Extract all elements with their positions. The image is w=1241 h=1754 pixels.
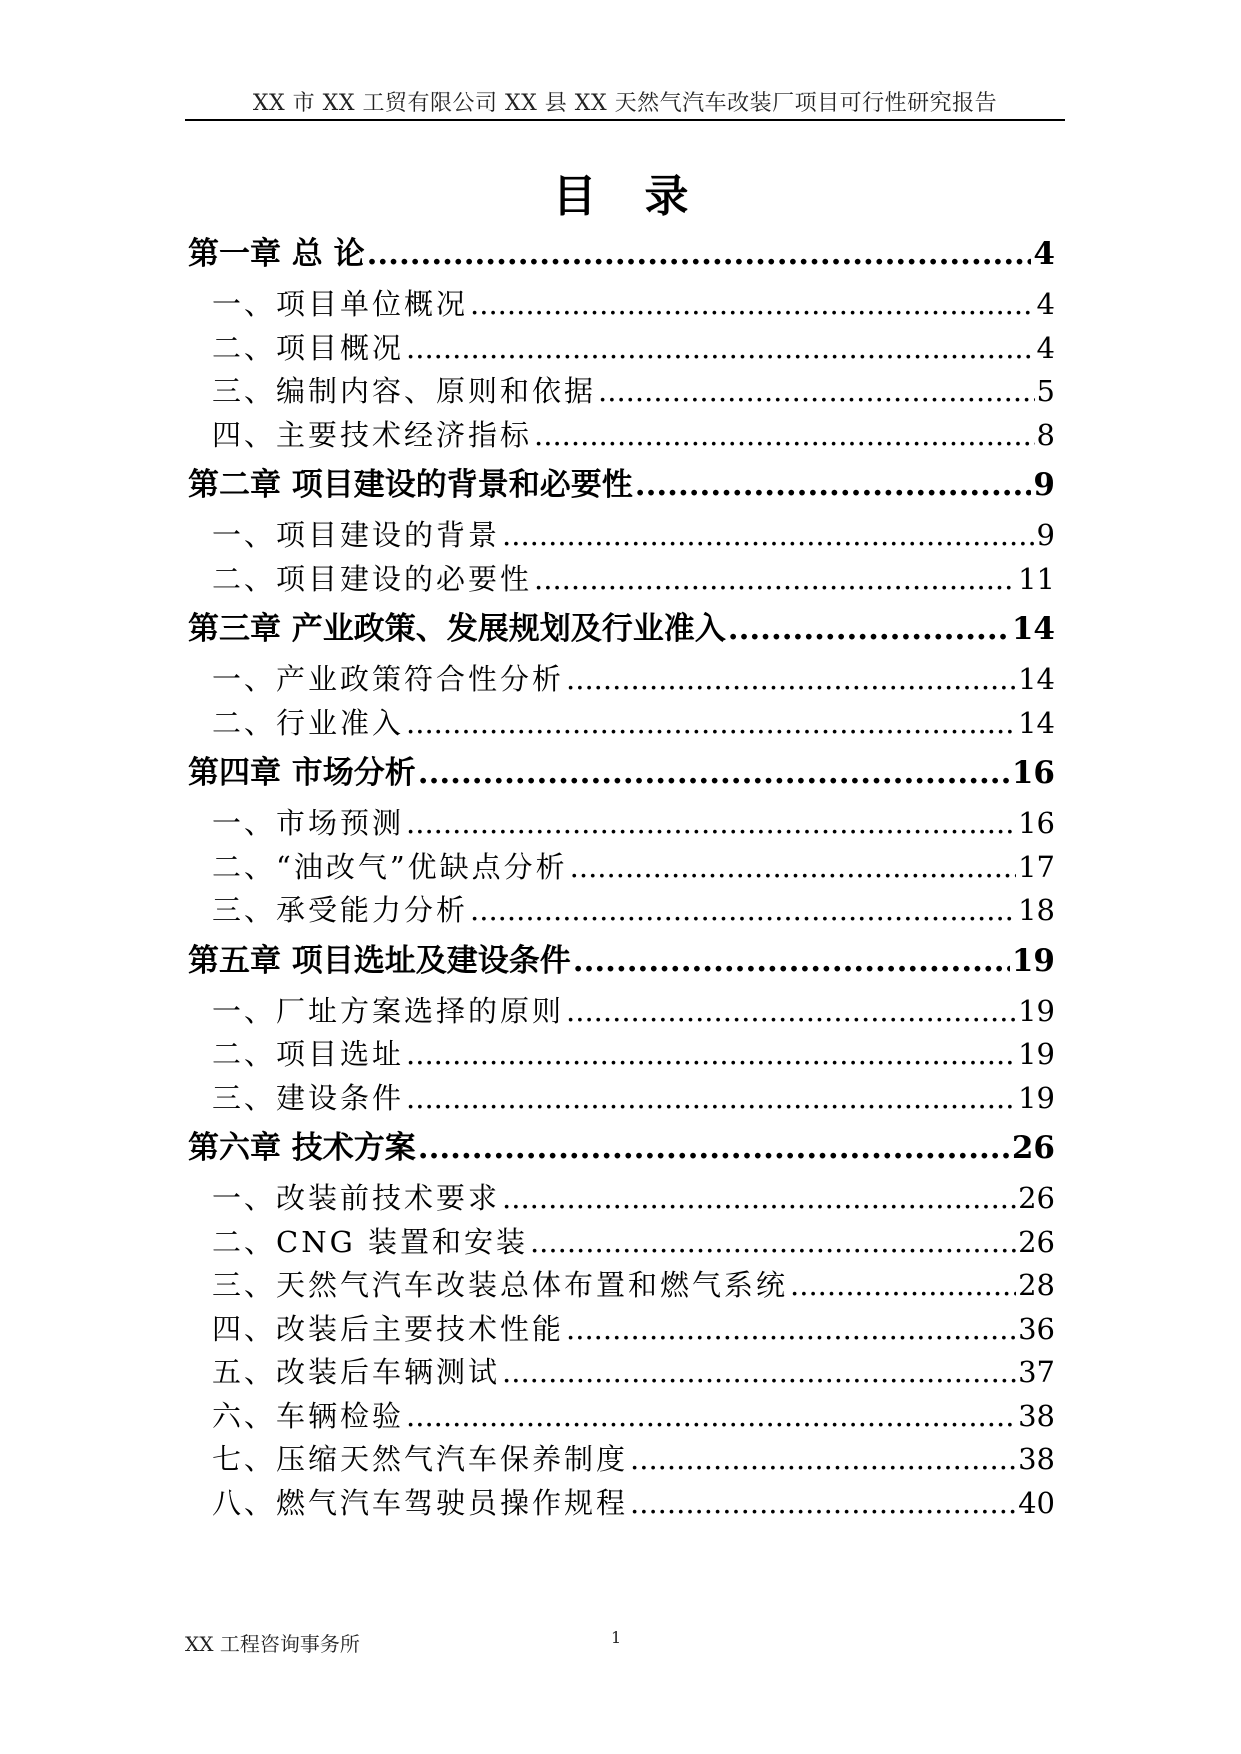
- toc-entry-page: 26: [1011, 1130, 1055, 1166]
- toc-entry-page: 26: [1018, 1224, 1055, 1259]
- toc-entry-text: 二、项目概况: [212, 330, 405, 365]
- toc-section-entry[interactable]: [188, 889, 1055, 933]
- toc-entry-text: 二、行业准入: [212, 705, 405, 740]
- toc-entry-text: 一、项目建设的背景: [212, 518, 501, 552]
- toc-leader-dots: [566, 1308, 1016, 1352]
- toc-entry-page: 26: [1018, 1181, 1055, 1215]
- toc-entry-text: 第五章 项目选址及建设条件: [188, 942, 571, 979]
- toc-chapter-entry[interactable]: [188, 1120, 1055, 1177]
- toc-section-entry[interactable]: [188, 1177, 1055, 1221]
- toc-entry-page: 19: [1011, 942, 1055, 979]
- toc-section-entry[interactable]: [188, 658, 1055, 702]
- toc-section-entry[interactable]: [188, 1395, 1055, 1439]
- toc-entry-page: 11: [1018, 561, 1055, 596]
- toc-section-entry[interactable]: [188, 1351, 1055, 1395]
- toc-entry-page: 16: [1011, 755, 1055, 791]
- toc-section-entry[interactable]: [188, 514, 1055, 558]
- toc-section-entry[interactable]: [188, 702, 1055, 746]
- toc-entry-text: 四、改装后主要技术性能: [212, 1311, 565, 1346]
- toc-section-entry[interactable]: [188, 846, 1055, 890]
- toc-entry-text: 一、市场预测: [212, 806, 405, 840]
- toc-leader-dots: [406, 327, 1035, 371]
- toc-entry-page: 9: [1033, 467, 1055, 503]
- toc-entry-page: 28: [1018, 1268, 1055, 1302]
- toc-entry-text: 三、建设条件: [212, 1080, 405, 1115]
- toc-leader-dots: [406, 1395, 1016, 1439]
- toc-entry-text: 第四章 市场分析: [188, 755, 416, 791]
- toc-leader-dots: [470, 889, 1016, 933]
- toc-leader-dots: [566, 658, 1016, 702]
- toc-entry-page: 19: [1018, 1080, 1055, 1115]
- toc-leader-dots: [470, 283, 1035, 327]
- toc-leader-dots: [406, 702, 1016, 746]
- toc-leader-dots: [630, 1482, 1016, 1526]
- toc-entry-text: 二、“油改气”优缺点分析: [212, 849, 568, 884]
- toc-entry-page: 4: [1036, 287, 1055, 321]
- toc-title: [0, 160, 1241, 224]
- toc-entry-text: 八、燃气汽车驾驶员操作规程: [212, 1485, 629, 1520]
- toc-entry-page: 9: [1036, 518, 1055, 552]
- toc-entry-text: 二、项目建设的必要性: [212, 561, 533, 596]
- toc-leader-dots: [502, 1351, 1016, 1395]
- footer-company: XX 工程咨询事务所: [185, 1632, 360, 1656]
- toc-entry-text: 一、产业政策符合性分析: [212, 662, 565, 696]
- toc-section-entry[interactable]: [188, 802, 1055, 846]
- toc-entry-page: 14: [1018, 705, 1055, 740]
- toc-entry-page: 8: [1036, 417, 1055, 452]
- toc-entry-text: 三、编制内容、原则和依据: [212, 374, 597, 408]
- toc-entry-text: 六、车辆检验: [212, 1398, 405, 1433]
- toc-title-text: 目录: [552, 171, 737, 222]
- toc-entry-page: 17: [1018, 849, 1055, 884]
- toc-section-entry[interactable]: [188, 1264, 1055, 1308]
- toc-leader-dots: [502, 514, 1035, 558]
- toc-entry-page: 16: [1018, 806, 1055, 840]
- toc-entry-text: 三、天然气汽车改装总体布置和燃气系统: [212, 1268, 789, 1302]
- toc-leader-dots: [418, 1120, 1010, 1177]
- toc-chapter-entry[interactable]: [188, 457, 1055, 514]
- toc-section-entry[interactable]: [188, 283, 1055, 327]
- toc-entry-text: 二、CNG 装置和安装: [212, 1224, 528, 1259]
- toc-entry-page: 40: [1018, 1485, 1055, 1520]
- toc-section-entry[interactable]: [188, 1033, 1055, 1077]
- toc-leader-dots: [630, 1438, 1016, 1482]
- toc-entry-page: 4: [1036, 330, 1055, 365]
- toc-section-entry[interactable]: [188, 1308, 1055, 1352]
- toc-entry-text: 一、项目单位概况: [212, 287, 469, 321]
- toc-leader-dots: [406, 1033, 1016, 1077]
- running-header: XX 市 XX 工贸有限公司 XX 县 XX 天然气汽车改装厂项目可行性研究报告: [252, 91, 998, 116]
- toc-entry-text: 第一章 总 论: [188, 236, 365, 272]
- toc-leader-dots: [534, 414, 1035, 458]
- toc-chapter-entry[interactable]: [188, 226, 1055, 283]
- toc-entry-page: 18: [1018, 893, 1055, 927]
- header-divider: [185, 119, 1065, 121]
- toc-leader-dots: [534, 558, 1016, 602]
- footer-page-number: 1: [611, 1628, 622, 1647]
- toc-section-entry[interactable]: [188, 1482, 1055, 1526]
- toc-entry-text: 第二章 项目建设的背景和必要性: [188, 467, 633, 503]
- toc-leader-dots: [566, 990, 1016, 1034]
- toc-section-entry[interactable]: [188, 414, 1055, 458]
- toc-leader-dots: [418, 745, 1010, 802]
- toc-entry-page: 19: [1018, 1037, 1055, 1071]
- toc-leader-dots: [728, 601, 1010, 658]
- toc-section-entry[interactable]: [188, 370, 1055, 414]
- toc-leader-dots: [570, 846, 1016, 890]
- toc-entry-page: 5: [1036, 374, 1055, 408]
- toc-entry-text: 二、项目选址: [212, 1037, 405, 1071]
- toc-entry-text: 第六章 技术方案: [188, 1130, 416, 1166]
- toc-entry-text: 四、主要技术经济指标: [212, 417, 533, 452]
- toc-leader-dots: [790, 1264, 1016, 1308]
- toc-section-entry[interactable]: [188, 1221, 1055, 1265]
- toc-leader-dots: [367, 226, 1032, 283]
- toc-leader-dots: [530, 1221, 1016, 1265]
- toc-section-entry[interactable]: [188, 327, 1055, 371]
- toc-chapter-entry[interactable]: [188, 601, 1055, 658]
- toc-section-entry[interactable]: [188, 1077, 1055, 1121]
- toc-chapter-entry[interactable]: [188, 933, 1055, 990]
- toc-entry-page: 19: [1018, 993, 1055, 1028]
- toc-entry-page: 36: [1018, 1311, 1055, 1346]
- toc-entry-text: 三、承受能力分析: [212, 893, 469, 927]
- toc-entry-text: 七、压缩天然气汽车保养制度: [212, 1442, 629, 1476]
- toc-entry-text: 五、改装后车辆测试: [212, 1355, 501, 1389]
- toc-entry-page: 38: [1018, 1398, 1055, 1433]
- toc-section-entry[interactable]: [188, 558, 1055, 602]
- toc-section-entry[interactable]: [188, 990, 1055, 1034]
- toc-leader-dots: [406, 1077, 1016, 1121]
- toc-chapter-entry[interactable]: [188, 745, 1055, 802]
- toc-entry-page: 14: [1011, 611, 1055, 647]
- toc-entry-page: 14: [1018, 662, 1055, 696]
- toc-entry-page: 38: [1018, 1442, 1055, 1476]
- toc-leader-dots: [598, 370, 1035, 414]
- toc-entry-page: 37: [1018, 1355, 1055, 1389]
- toc-leader-dots: [502, 1177, 1016, 1221]
- toc-leader-dots: [406, 802, 1016, 846]
- toc-entry-page: 4: [1033, 236, 1055, 272]
- toc-entry-text: 一、厂址方案选择的原则: [212, 993, 565, 1028]
- toc-leader-dots: [635, 457, 1032, 514]
- toc-leader-dots: [573, 933, 1010, 990]
- toc-entry-text: 一、改装前技术要求: [212, 1181, 501, 1215]
- table-of-contents: [188, 226, 1055, 1525]
- toc-entry-text: 第三章 产业政策、发展规划及行业准入: [188, 611, 726, 647]
- toc-section-entry[interactable]: [188, 1438, 1055, 1482]
